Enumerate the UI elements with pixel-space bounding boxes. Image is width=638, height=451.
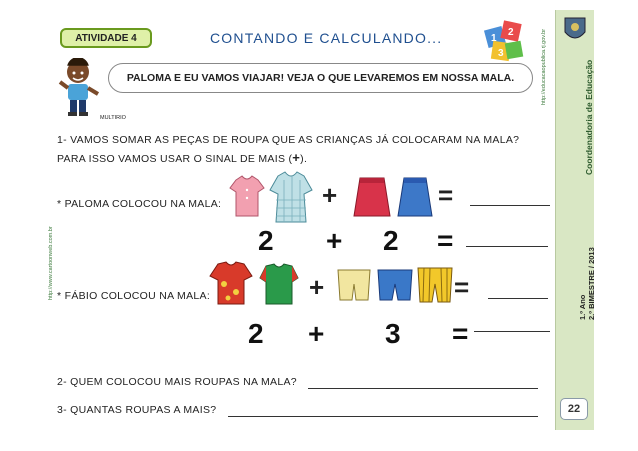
green-shirt-icon <box>258 262 300 306</box>
source-url-left: http://www.cartoonweb.com.br <box>48 226 54 300</box>
fabio-number-a: 2 <box>248 318 264 349</box>
svg-text:1: 1 <box>491 33 497 44</box>
fabio-plus-top: + <box>309 272 325 302</box>
fabio-label: * FÁBIO COLOCOU NA MALA: <box>57 290 211 302</box>
grade-text: 1.º Ano <box>578 294 587 320</box>
blue-checkered-blouse-icon <box>268 170 314 224</box>
paloma-label: * PALOMA COLOCOU NA MALA: <box>57 198 222 210</box>
paloma-answer-line-top[interactable] <box>470 205 550 206</box>
fabio-answer-line[interactable] <box>474 331 550 332</box>
red-skirt-icon <box>352 176 392 218</box>
yellow-striped-shorts-icon <box>416 266 454 306</box>
speech-banner: PALOMA E EU VAMOS VIAJAR! VEJA O QUE LEVAREMOS EM NOSSA MALA. <box>108 63 533 93</box>
question1-line2-prefix: PARA ISSO VAMOS USAR O SINAL DE MAIS ( <box>57 153 293 165</box>
rio-coat-of-arms-icon <box>562 14 588 46</box>
fabio-answer-line-top[interactable] <box>488 298 548 299</box>
paloma-plus: + <box>326 225 343 256</box>
red-hawaiian-shirt-icon <box>208 260 254 306</box>
question3-text: 3- QUANTAS ROUPAS A MAIS? <box>57 404 217 416</box>
paloma-equals: = <box>437 225 454 256</box>
question2-text: 2- QUEM COLOCOU MAIS ROUPAS NA MALA? <box>57 376 297 388</box>
blue-shorts-icon <box>376 268 414 304</box>
svg-text:3: 3 <box>498 48 504 59</box>
svg-text:2: 2 <box>508 27 514 38</box>
pink-blouse-icon <box>228 174 266 218</box>
question1-line2 <box>57 150 307 165</box>
question3-answer-line[interactable] <box>228 416 538 417</box>
paloma-equals-top: = <box>438 180 454 210</box>
question1-line2-suffix: ). <box>300 153 308 165</box>
activity-badge: ATIVIDADE 4 <box>60 28 152 48</box>
paloma-number-b: 2 <box>383 225 399 256</box>
number-cubes-icon <box>482 18 526 64</box>
plus-sign-inline: + <box>292 150 301 165</box>
paloma-number-a: 2 <box>258 225 274 256</box>
fabio-plus: + <box>308 318 325 349</box>
fabio-number-b: 3 <box>385 318 401 349</box>
multirio-label: MULTIRIO <box>100 115 126 121</box>
period-text: 2.º BIMESTRE / 2013 <box>587 247 596 320</box>
blue-skirt-icon <box>396 176 434 218</box>
page-number: 22 <box>560 398 588 420</box>
coordination-label: Coordenadoria de Educação <box>584 59 594 175</box>
grade-label <box>578 247 596 320</box>
page-title: CONTANDO E CALCULANDO... <box>210 30 443 46</box>
yellow-shorts-icon <box>336 268 372 304</box>
boy-illustration <box>58 58 100 118</box>
fabio-equals: = <box>452 318 469 349</box>
fabio-equals-top: = <box>454 272 470 302</box>
source-url-right: http://educacaopublica.rj.gov.br <box>541 28 547 105</box>
question1-line1: 1- VAMOS SOMAR AS PEÇAS DE ROUPA QUE AS CRIANÇAS JÁ COLOCARAM NA MALA? <box>57 134 520 146</box>
paloma-plus-top: + <box>322 180 338 210</box>
paloma-answer-line[interactable] <box>466 246 548 247</box>
question2-answer-line[interactable] <box>308 388 538 389</box>
